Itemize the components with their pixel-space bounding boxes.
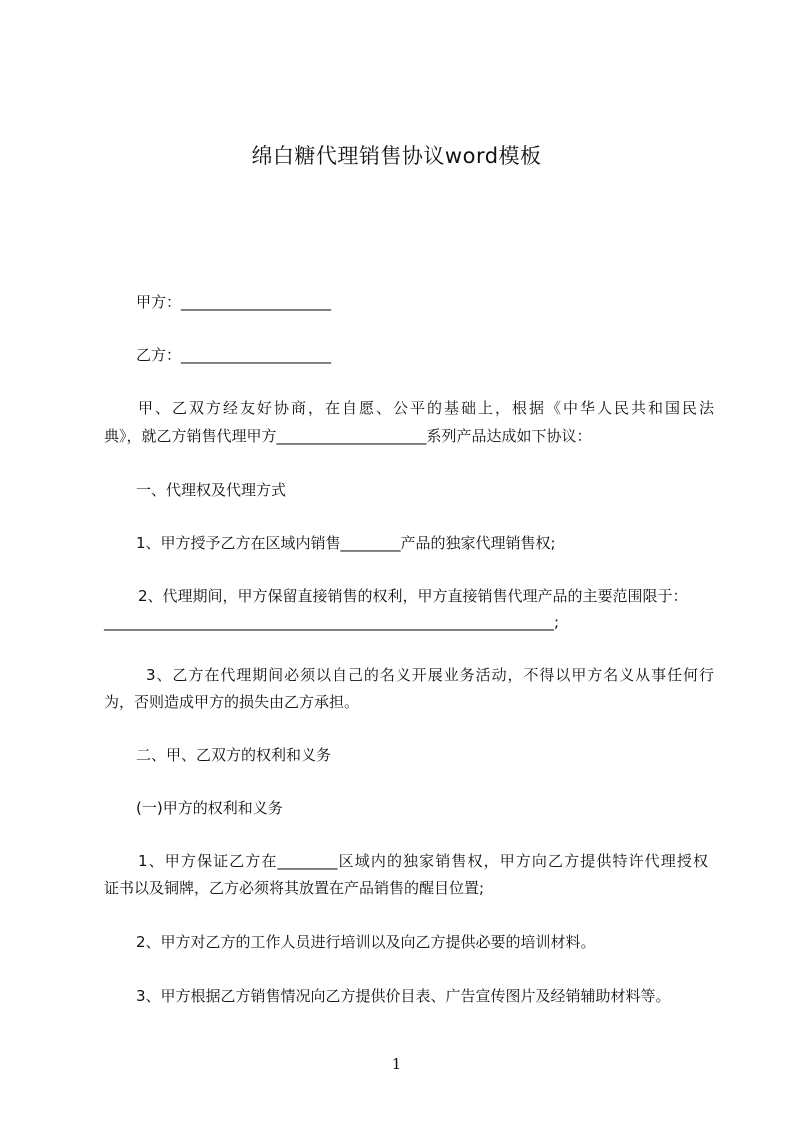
party-a-line: 甲方：____________________ [136, 293, 332, 311]
clause-1-3-line-1: 3、乙方在代理期间必须以自己的名义开展业务活动，不得以甲方名义从事任何行 [146, 666, 714, 684]
clause-2-3: 3、甲方根据乙方销售情况向乙方提供价目表、广告宣传图片及经销辅助材料等。 [136, 987, 671, 1005]
section-heading-1: 一、代理权及代理方式 [136, 481, 287, 499]
clause-1-3-line-2: 为，否则造成甲方的损失由乙方承担。 [104, 693, 360, 711]
clause-2-1-line-1: 1、甲方保证乙方在________区域内的独家销售权，甲方向乙方提供特许代理授权 [138, 852, 708, 870]
section-heading-2: 二、甲、乙双方的权利和义务 [136, 746, 332, 764]
document-title: 绵白糖代理销售协议word模板 [251, 144, 542, 168]
intro-paragraph-line-1: 甲、乙双方经友好协商，在自愿、公平的基础上，根据《中华人民共和国民法 [138, 399, 714, 417]
clause-1-2-line-2: ____________________________________________________________; [104, 613, 560, 631]
clause-1-2-line-1: 2、代理期间，甲方保留直接销售的权利，甲方直接销售代理产品的主要范围限于： [138, 587, 688, 605]
page-number: 1 [391, 1055, 402, 1073]
intro-paragraph-line-2: 典》，就乙方销售代理甲方____________________系列产品达成如下协议： [104, 427, 592, 445]
clause-1-1: 1、甲方授予乙方在区域内销售________产品的独家代理销售权; [136, 534, 556, 552]
subsection-heading-1: (一)甲方的权利和义务 [136, 799, 283, 817]
party-b-line: 乙方：____________________ [136, 346, 332, 364]
clause-2-1-line-2: 证书以及铜牌，乙方必须将其放置在产品销售的醒目位置; [104, 879, 485, 897]
clause-2-2: 2、甲方对乙方的工作人员进行培训以及向乙方提供必要的培训材料。 [136, 933, 596, 951]
